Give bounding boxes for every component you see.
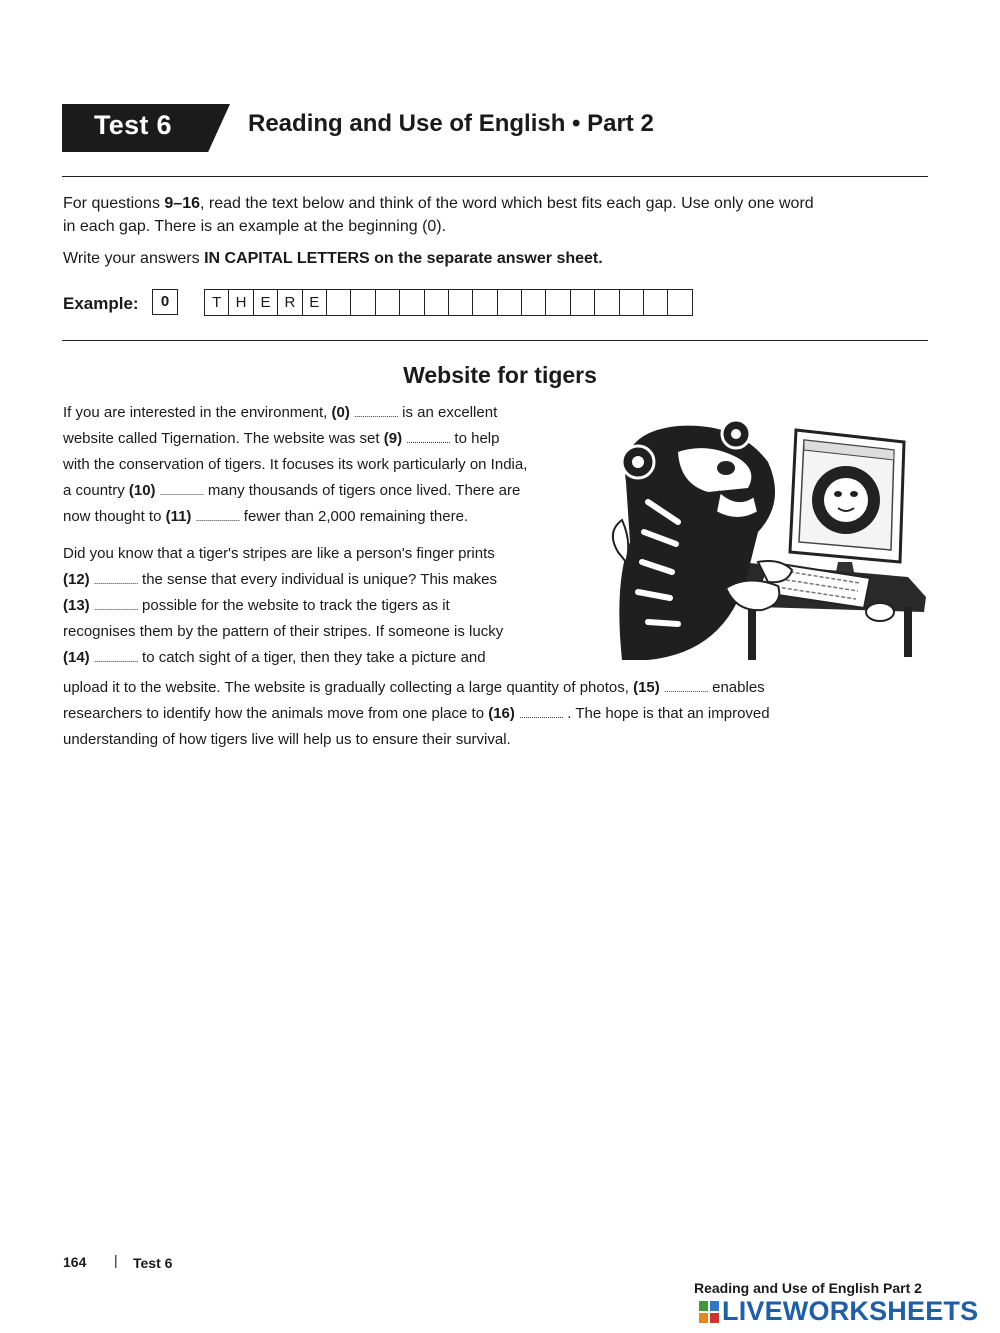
story-text-segment: Did you know that a tiger's stripes are like a person's finger prints: [63, 545, 495, 562]
story-text-segment: now thought to: [63, 508, 166, 525]
story-title: Website for tigers: [403, 362, 597, 388]
answer-gap[interactable]: ......................: [663, 684, 708, 694]
example-number: 0: [152, 289, 178, 315]
story-line: [63, 482, 520, 499]
gap-number: (13): [63, 597, 90, 614]
example-letter-box: [571, 290, 595, 315]
story-text-segment: is an excellent: [398, 404, 498, 421]
test-label: Test 6: [94, 110, 172, 140]
story-text-segment: a country: [63, 482, 129, 499]
story-line: [63, 404, 497, 421]
footer-section-label: Reading and Use of English Part 2: [694, 1280, 922, 1296]
example-answer-boxes: [204, 289, 693, 316]
example-letter-box: R: [278, 290, 302, 315]
answer-gap[interactable]: ......................: [93, 602, 138, 612]
story-text-segment: to catch sight of a tiger, then they take a picture and: [137, 649, 486, 666]
story-line: [63, 623, 503, 640]
story-text-segment: upload it to the website. The website is gradually collecting a large quantity of photos,: [63, 679, 634, 696]
story-line: [63, 508, 468, 525]
example-letter-box: [351, 290, 375, 315]
page-number: 164: [63, 1254, 87, 1270]
bottom-divider: [62, 340, 928, 341]
story-text-segment: to help: [450, 430, 500, 447]
example-letter-box: [376, 290, 400, 315]
example-letter-box: [449, 290, 473, 315]
example-label: Example:: [63, 294, 139, 313]
footer-test-label: Test 6: [133, 1255, 173, 1271]
example-letter-box: [644, 290, 668, 315]
example-letter-box: [473, 290, 497, 315]
story-line: [63, 705, 770, 722]
answer-gap[interactable]: ......................: [354, 409, 399, 419]
example-letter-box: T: [205, 290, 229, 315]
example-letter-box: [668, 290, 692, 315]
section-title: Reading and Use of English • Part 2: [248, 110, 654, 137]
tiger-icon: [613, 420, 792, 660]
story-text-segment: website called Tigernation. The website was set: [63, 430, 384, 447]
example-letter-box: [425, 290, 449, 315]
story-text-segment: possible for the website to track the tigers as it: [137, 597, 450, 614]
instr-emphasis: IN CAPITAL LETTERS on the separate answer sheet.: [204, 250, 603, 267]
monitor-icon: [790, 430, 904, 582]
gap-number: (9): [383, 430, 403, 447]
answer-gap[interactable]: ......................: [519, 710, 564, 720]
answer-instruction: [63, 247, 923, 270]
gap-number: (10): [128, 482, 156, 499]
story-text-segment: enables: [707, 679, 765, 696]
example-letter-box: [522, 290, 546, 315]
story-line: [63, 456, 527, 473]
gap-number: (16): [488, 705, 515, 722]
mouse-icon: [866, 603, 894, 621]
gap-number: (15): [633, 679, 660, 696]
gap-number: (14): [63, 649, 90, 666]
answer-gap[interactable]: ......................: [93, 654, 138, 664]
gap-number: (0): [331, 404, 350, 421]
story-line: [63, 430, 499, 447]
gap-number: (12): [63, 571, 90, 588]
story-line: [63, 597, 450, 614]
story-text-segment: fewer than 2,000 remaining there.: [239, 508, 469, 525]
instr-text: in each gap. There is an example at the beginning (0).: [63, 218, 447, 235]
instr-text: , read the text below and think of the word which best fits each gap. Use only one word: [199, 195, 814, 212]
example-letter-box: [498, 290, 522, 315]
story-line: [63, 649, 486, 666]
example-letter-box: E: [303, 290, 327, 315]
story-text-segment: understanding of how tigers live will help us to ensure their survival.: [63, 731, 511, 748]
liveworksheets-brand: LIVEWORKSHEETS: [722, 1296, 979, 1326]
footer-separator: |: [114, 1252, 118, 1268]
example-letter-box: [595, 290, 619, 315]
tiger-computer-illustration: [608, 412, 930, 660]
example-letter-box: [546, 290, 570, 315]
example-letter-box: H: [229, 290, 253, 315]
story-text-segment: with the conservation of tigers. It focuses its work particularly on India,: [63, 456, 528, 473]
example-letter-box: [620, 290, 644, 315]
instr-text: For questions: [63, 195, 165, 212]
gap-number: (11): [165, 508, 192, 525]
instr-text: Write your answers: [63, 250, 205, 267]
answer-gap[interactable]: ......................: [93, 576, 138, 586]
answer-gap[interactable]: ......................: [159, 487, 204, 497]
question-range: 9–16: [164, 195, 200, 212]
top-divider: [62, 176, 928, 177]
liveworksheets-logo-icon: [698, 1300, 720, 1324]
example-letter-box: E: [254, 290, 278, 315]
story-line: [63, 679, 765, 696]
example-letter-box: [327, 290, 351, 315]
instructions: [63, 192, 923, 238]
story-text-segment: recognises them by the pattern of their stripes. If someone is lucky: [63, 623, 504, 640]
story-line: [63, 545, 495, 562]
answer-gap[interactable]: ......................: [406, 435, 451, 445]
story-text-segment: many thousands of tigers once lived. There are: [203, 482, 521, 499]
story-text-segment: . The hope is that an improved: [563, 705, 770, 722]
story-line: [63, 571, 497, 588]
story-text-segment: If you are interested in the environment,: [63, 404, 332, 421]
story-text-segment: the sense that every individual is unique? This makes: [137, 571, 497, 588]
example-letter-box: [400, 290, 424, 315]
story-line: [63, 731, 511, 748]
story-text-segment: researchers to identify how the animals move from one place to: [63, 705, 489, 722]
answer-gap[interactable]: ......................: [195, 513, 240, 523]
